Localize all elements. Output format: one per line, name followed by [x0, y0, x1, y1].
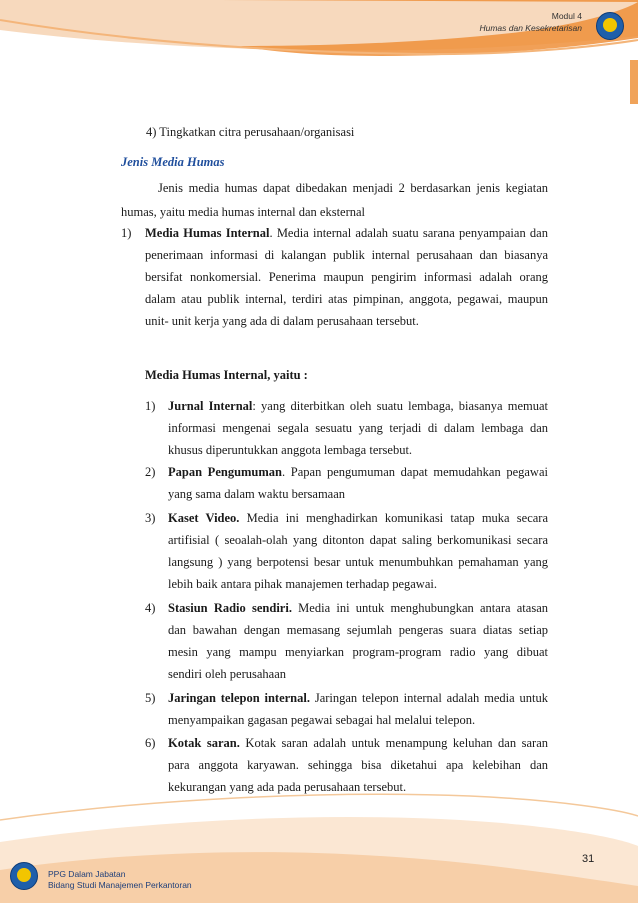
p1-line-1	[145, 225, 548, 241]
item-1-line-1	[168, 398, 548, 414]
ministry-logo-icon	[596, 12, 624, 40]
item-5-line-2: menyampaikan gagasan pegawai sebagai hal melalui telepon.	[168, 713, 476, 727]
item-4-text: Media ini untuk menghubungkan antara atasan	[291, 601, 548, 615]
item-3-line-3: langsung ) yang berpotensi besar untuk menumbuhkan pemahaman yang	[168, 555, 548, 569]
item-6-text: Kotak saran adalah untuk menampung keluhan dan saran	[239, 736, 549, 750]
footer-line-2: Bidang Studi Manajemen Perkantoran	[48, 880, 192, 890]
p1-number: 1)	[121, 226, 132, 240]
item-4-line-4: sendiri oleh perusahaan	[168, 667, 287, 681]
item-4-title: Stasiun Radio sendiri.	[168, 601, 292, 615]
module-subtitle: Humas dan Kesekretarisan	[479, 23, 582, 33]
sub-title: Media Humas Internal, yaitu :	[145, 368, 308, 382]
item-4-line-2: dan bawahan dengan memasang sejumlah pengeras suara diatas setiap	[168, 623, 548, 637]
p1-bold-term: Media Humas Internal	[145, 226, 270, 240]
p1-line-5: unit- unit kerja yang ada di dalam perusahaan tersebut.	[145, 314, 419, 328]
intro-line-2: humas, yaitu media humas internal dan eksternal	[121, 205, 366, 219]
item-4-number: 4)	[145, 601, 156, 615]
item-1-text: : yang diterbitkan oleh suatu lembaga, biasanya memuat	[252, 399, 548, 413]
p1-line-4: dalam atau publik internal, terdiri atas pimpinan, anggota, pegawai, maupun	[145, 292, 548, 306]
item-2-line-1	[168, 464, 548, 480]
side-accent-bar	[630, 60, 638, 104]
p1-line-2: penerimaan informasi di kalangan publik internal perusahaan dan biasanya	[145, 248, 548, 262]
item-4-line-1	[168, 600, 548, 616]
item-3-number: 3)	[145, 511, 156, 525]
item-2-line-2: yang sama dalam waktu bersamaan	[168, 487, 346, 501]
item-6-line-2: para anggota karyawan. sehingga bisa diketahui apa kelebihan dan	[168, 758, 548, 772]
p1-line-3: bersifat nonkomersial. Penerima maupun pengirim informasi adalah orang	[145, 270, 548, 284]
item-1-line-3: khusus diperuntukkan anggota lembaga tersebut.	[168, 443, 413, 457]
item-6-line-1	[168, 735, 548, 751]
ministry-logo-footer-icon	[10, 862, 38, 890]
item-1-title: Jurnal Internal	[168, 399, 253, 413]
item-5-line-1	[168, 690, 548, 706]
item-2-text: . Papan pengumuman dapat memudahkan pegawai	[282, 465, 548, 479]
page-number: 31	[582, 853, 595, 865]
footer-line-1: PPG Dalam Jabatan	[48, 869, 126, 879]
module-label: Modul 4	[551, 11, 582, 21]
item-2-number: 2)	[145, 465, 156, 479]
item-3-line-4: lebih baik antara pihak manajemen terhadap pegawai.	[168, 577, 437, 591]
running-header	[479, 10, 582, 34]
item-1-line-2: informasi mengenai segala sesuatu yang terjadi di dalam lembaga dan	[168, 421, 548, 435]
item-6-title: Kotak saran.	[168, 736, 240, 750]
intro-line-1: Jenis media humas dapat dibedakan menjadi 2 berdasarkan jenis kegiatan	[158, 181, 548, 195]
item-3-line-1	[168, 510, 548, 526]
item-1-number: 1)	[145, 399, 156, 413]
section-title: Jenis Media Humas	[121, 155, 225, 169]
item-3-title: Kaset Video.	[168, 511, 240, 525]
item-5-title: Jaringan telepon internal.	[168, 691, 310, 705]
list-item-4: 4) Tingkatkan citra perusahaan/organisasi	[146, 125, 355, 139]
item-2-title: Papan Pengumuman	[168, 465, 282, 479]
item-4-line-3: mesin yang mampu menyiarkan program-program radio yang dibuat	[168, 645, 548, 659]
p1-line-1-rest: . Media internal adalah suatu sarana penyampaian dan	[269, 226, 548, 240]
item-5-number: 5)	[145, 691, 156, 705]
item-6-number: 6)	[145, 736, 156, 750]
footer-label	[48, 869, 192, 891]
item-3-line-2: artifisial ( seoalah-olah yang ditonton dapat saling berkomunikasi secara	[168, 533, 548, 547]
item-3-text: Media ini menghadirkan komunikasi tatap muka secara	[239, 511, 549, 525]
item-5-text: Jaringan telepon internal adalah media untuk	[309, 691, 548, 705]
item-6-line-3: kekurangan yang ada pada perusahaan tersebut.	[168, 780, 407, 794]
